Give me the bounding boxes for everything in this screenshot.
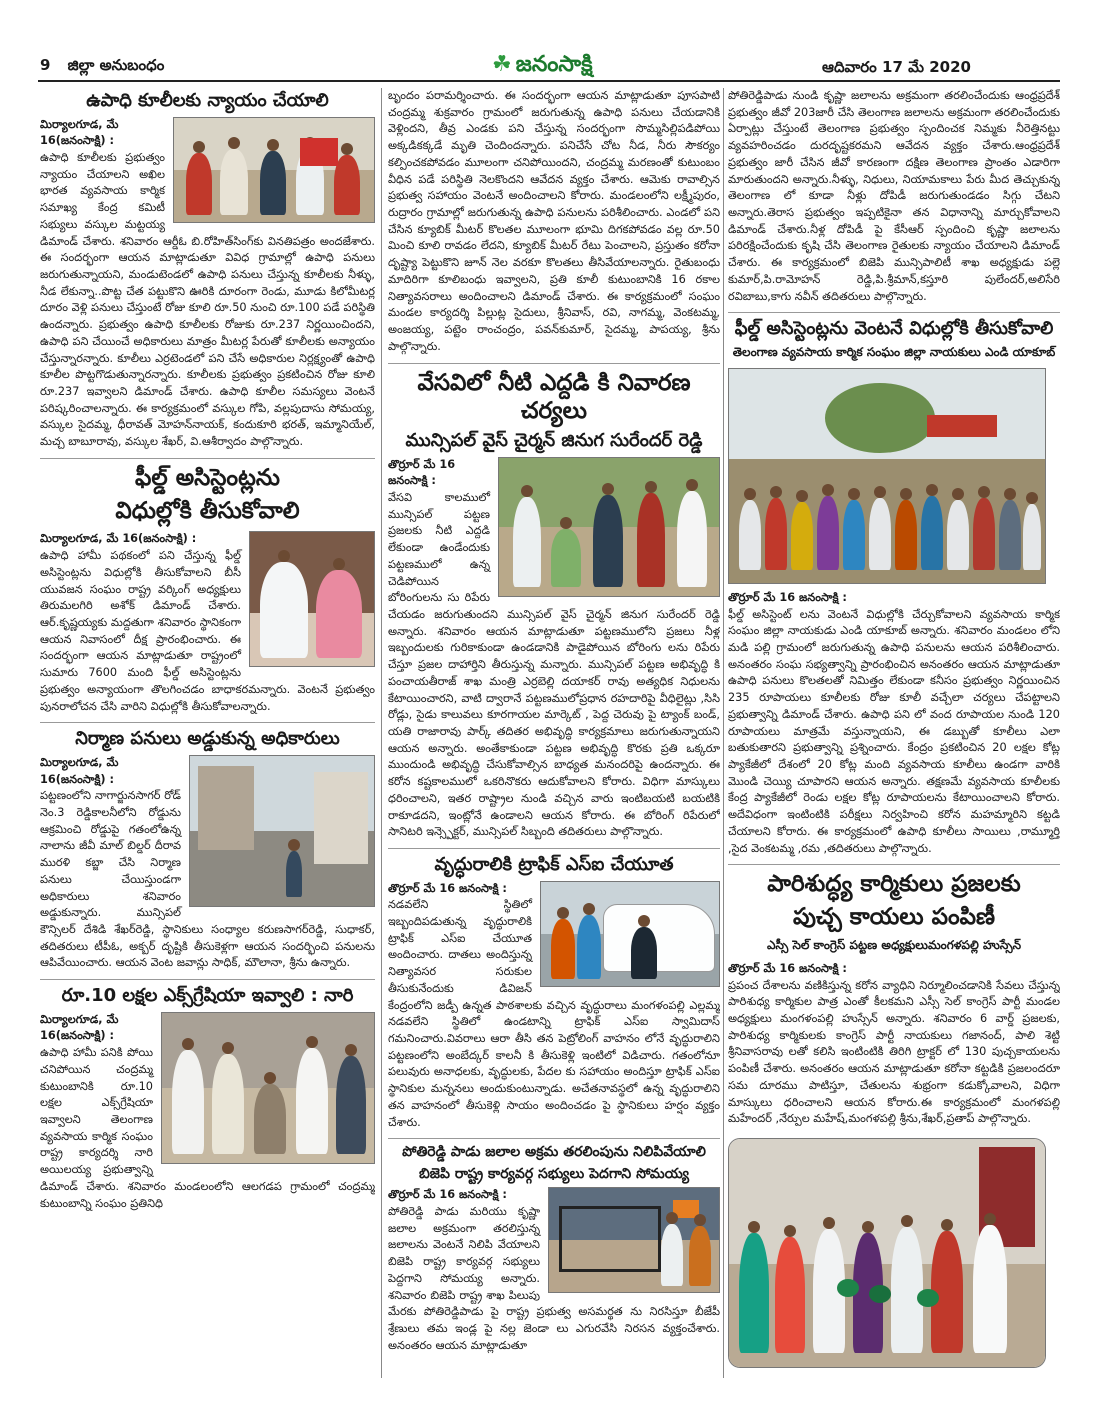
news-photo [548,1187,720,1293]
news-photo [728,368,1046,584]
article-separator [388,1138,720,1139]
news-photo [728,1138,1046,1368]
article-headline: పారిశుద్ధ్య కార్మికులు ప్రజలకు [767,871,1021,898]
article-separator [728,864,1060,865]
article-separator [388,848,720,849]
flag-shape [300,138,338,166]
news-photo [249,531,375,667]
column-divider [381,88,382,1378]
article-body: పట్టణంలోని నాగార్జునసాగర్ రోడ్ నెం.3 రెడ్డికాలనీలోని రోడ్డును ఆక్రమించి రోడ్డుపై గతంలోఉన్న నాలాను జీవీ మాల్ బిల్డర్ దీరావ మురళి కబ్జా చేసి నిర్మాణ పనులు చేయిస్తుండగా అధికారులు శనివారం అడ్డుకున్నారు. మున్సిపల్ కౌన్సిలర్ దేశిడి శేఖర్‌రెడ్డి, స్థానికులు సంధ్యాల కరుణసాగర్‌రెడ్డి, సుధాకర్, తదితరులు టీపీఓ, అక్బర్ దృష్టికి తీసుకెళ్లగా ఆయన సందర్భించి పనులను ఆపివేయించారు. ఆయన వెంట జవాన్లు సాధిక్, మౌలానా, శ్రీను ఉన్నారు. [40,789,375,970]
news-photo [161,1012,375,1164]
masthead-text: జనంసాక్షి [515,52,593,77]
article-headline: ఫీల్డ్ అసిస్టెంట్లను [135,464,280,491]
article-dateline: తొర్రూర్ మే 16 జనంసాక్షి : [388,457,456,488]
article-dateline: మిర్యాలగూడ, మే 16(జనంసాక్షి) : [40,532,197,546]
masthead-logo [492,52,593,82]
article-body-continued: పోతిరెడ్డిపాడు నుండి కృష్ణా జలాలను అక్రమంగా తరలించేందుకు ఆంధ్రప్రదేశ్ ప్రభుత్వం జీవో 203జారీ చేసి తెలంగాణ జలాలను అక్రమంగా తరలించేందుకు ఏర్పాట్లు చేస్తుంటే తెలంగాణ ప్రభుత్వం స్పందించక నిమ్మకు నీరెత్తినట్టు వ్యవహరించడం దురదృష్టకరమని ఆవేదన వ్యక్తం చేశారు.ఆంధ్రప్రదేశ్ ప్రభుత్వం జారీ చేసిన జీవో కారణంగా దక్షిణ తెలంగాణ ప్రాంతం ఎడారిగా మారుతుందని అన్నారు.నీళ్ళు, నిధులు, నియామకాలు పేరు మీద తెచ్చుకున్న తెలంగాణ లో కూడా నీళ్లు దోపిడీ జరుగుతుండడం సిగ్గు చేటని అన్నారు.తెరాస ప్రభుత్వం ఇప్పటికైనా తన విధానాన్ని మార్చుకోవాలని డిమాండ్ చేశారు.నీళ్ల దోపిడీ పై కేసీఆర్ స్పందించి కృష్ణా జలాలను పరిరక్షించేందుకు కృషి చేసి తెలంగాణ రైతులకు న్యాయం చేయాలని డిమాండ్ చేశారు. ఈ కార్యక్రమంలో బిజెపి మున్సిపాలిటీ శాఖ అధ్యక్షుడు పల్లె కుమార్,పి.రామోహన్ రెడ్డి,పి.శ్రీమాన్,కస్తూరి పులేందర్,అలిసేరి రవిబాబు,కాగు నవీన్ తదితరులు పాల్గొన్నారు. [728,89,1060,303]
leaf-icon: ☘ [492,52,512,77]
article-subheadline: ఎస్సీ సెల్ కాంగ్రెస్ పట్టణ అధ్యక్షులుమంగళపల్లి హుస్సేన్ [766,937,1022,952]
article-body: ఉపాధి కూలీలకు ప్రభుత్వం న్యాయం చేయాలని అఖిల భారత వ్యవసాయ కార్మిక సమాఖ్య కేంద్ర కమిటీ సభ్యులు వస్కుల మట్టయ్య డిమాండ్ చేశారు. శనివారం ఆర్డీఓ బి.రోహిత్‌సింగ్‌కు వినతిపత్రం అందజేశారు. ఈ సందర్భంగా ఆయన మాట్లాడుతూ వివిధ గ్రామాల్లో ఉపాధి పనులు జరుగుతున్నాయని, మండుటెండలో ఉపాధి పనులు చేస్తున్న కూలీలకు నీళ్ళు, నీడ లేకున్నా..పొట్ట చేత పట్టుకొని ఊరికి దూరంగా రెండు, మూడు కిలోమీటర్ల దూరం వెళ్లి పనులు చేస్తుంటే రోజు కూలి రూ.50 నుంచి రూ.100 పడే పరిస్థితి ఉందన్నారు. ప్రభుత్వం ఉపాధి కూలీలకు రోజుకు రూ.237 నిర్ణయించిందని, ఉపాధి పని చేయించే అధికారులు మాత్రం మీటర్ల పేరుతో కూలీలకు అన్యాయం చేస్తున్నారన్నారు. కూలీలు ఎర్రటెండలో పని చేసే అధికారుల నిర్లక్ష్యంతో ఉపాధి కూలీల పొట్టగొడుతున్నారన్నారు. కూలీలకు ప్రభుత్వం ప్రకటించిన రోజు కూలి రూ.237 ఇవ్వాలని డిమాండ్ చేశారు. ఉపాధి కూలీల సమస్యలు వెంటనే పరిష్కరించాలన్నారు. ఈ కార్యక్రమంలో వస్కుల గోపి, వల్లపుదాసు సోమయ్య, వస్కుల సైదమ్మ, ధీరావత్ మోహన్‌నాయక్, కందుకూరి భరత్, ఇమ్మానియేల్, మచ్చ బాబూరావు, వస్కుల శేఖర్, వి.ఆశీర్వాదం పాల్గొన్నారు. [40,150,375,449]
section-name: జిల్లా అనుబంధం [67,56,165,74]
article-headline: వృద్ధురాలికి ట్రాఫిక్ ఎస్ఐ చేయూత [434,854,674,876]
article-dateline: మిర్యాలగూడ, మే 16(జనంసాక్షి) : [40,1012,119,1043]
banner-shape [927,415,997,437]
article-subheadline: బిజెపి రాష్ట్ర కార్యవర్గ సభ్యులు పెదగాని సోమయ్య [418,1165,689,1182]
article-headline: పుచ్చ కాయలు పంపిణీ [793,904,995,931]
column-1 [40,88,375,1382]
header-left [40,56,164,78]
article-headline: నిర్మాణ పనులు అడ్డుకున్న అధికారులు [75,728,340,750]
article-separator [40,979,375,980]
news-photo [189,755,375,907]
article-body: నడవలేని స్థితిలో ఇబ్బందిపడుతున్న వృద్ధురాలికి ట్రాఫిక్ ఎస్ఐ చేయూత అందించారు. దాతలు అందిస్తున్న నిత్యావసర సరుకుల తీసుకునేందుకు డివిజన్ కేంద్రంలోని జడ్పీ ఉన్నత పాఠశాలకు వచ్చిన వృద్ధురాలు మంగళంపల్లి ఎల్లమ్మ నడవలేని స్థితిలో ఉండటాన్ని ట్రాఫిక్ ఎస్ఐ స్వామిదాస్ గమనించారు.వివరాలు ఆరా తీసి తన పెట్రోలింగ్ వాహనం లోనే వృద్ధురాలిని పట్టణంలోని అంబేద్కర్ కాలనీ కి తీసుకెళ్లి ఇంటిలో విడిచారు. గతంలోనూ పలువురు అనాధలకు, వృద్ధులకు, పేదల కు సహాయం అందిస్తూ ట్రాఫిక్ ఎస్ఐ స్థానికుల మన్ననలు అందుకుంటున్నాడు. అచేతనావస్థలో ఉన్న వృద్ధురాలిని తన వాహనంలో తీసుకెళ్లి సాయం అందించడం పై స్థానికులు హర్షం వ్యక్తం చేశారు. [388,898,720,1129]
article-body: వేసవి కాలములో మున్సిపల్ పట్టణ ప్రజలకు నీటి ఎద్దడి లేకుండా ఉండేందుకు పట్టణములో ఉన్న చెడిపోయిన బోరింగులను సు రిపేరు చేయడం జరుగుతుందని మున్సిపల్ వైస్ చైర్మన్ జినుగ సురేందర్ రెడ్డి అన్నారు. శనివారం ఆయన మాట్లాడుతూ పట్టణములోని ప్రజలు నీళ్ల ఇబ్బందులకు గురికాకుండా ఉండడానికి పాడైపోయిన బోరింగు లను రిపేరు చేస్తూ ప్రజల దాహార్తిని తీరుస్తున్న మన్నారు. మున్సిపల్ పట్టణ అభివృద్ధి కి పంచాయతీరాజ్ శాఖ మంత్రి ఎర్రబెల్లి దయాకర్ రావు అత్యధిక నిధులను కేటాయించారని, వాటి ద్వారానే పట్టణములోప్రధాన రహదారిపై వీధిలైట్లు ,సిసి రోడ్లు, సైడు కాలువలు కూరగాయల మార్కెట్ , పెద్ద చెరువు పై ట్యాంక్ బండ్, యతి రాజారావు పార్క్ తదితర అభివృద్ధి కార్యక్రమాలు జరుగుతున్నాయని ఆయన అన్నారు. అంతేకాకుండా పట్టణ అభివృద్ధి కొరకు ప్రతి ఒక్కరూ ముందుండి అభివృద్ధి చేసుకోవాల్సిన బాధ్యత మనందరిపై ఉందన్నారు. ఈ కరోన కష్టకాలములో ఒకరినొకరు ఆదుకోవాలని కోరారు. విధిగా మాస్కులు ధరించాలని, ఇతర రాష్ట్రాల నుండి వచ్చిన వారు ఇంటిబయటి బయటికి రాకూడదని, ఇంట్లోనే ఉండాలని ఆయన కోరారు. ఈ బోరింగ్ రిపేరులో సానిటరి ఇన్స్పెక్టర్, మున్సిపల్ సిబ్బంది తదితరులు పాల్గొన్నారు. [388,490,720,839]
article-body: పోతిరెడ్డి పాడు మరియు కృష్ణా జలాల అక్రమంగా తరలిస్తున్న జలాలను వెంటనే నిలిపి వేయాలని బిజెపి రాష్ట్ర కార్యవర్గ సభ్యులు పెద్దగాని సోమయ్య అన్నారు. శనివారం బిజెపి రాష్ట్ర శాఖ పిలుపు మేరకు పోతిరెడ్డిపాడు పై రాష్ట్ర ప్రభుత్వ అసమర్థత ను నిరసిస్తూ బీజేపీ శ్రేణులు తమ ఇండ్ల పై నల్ల జెండా లు ఎగురవేసి నిరసన వ్యక్తంచేశారు. అనంతరం ఆయన మాట్లాడుతూ [388,1205,720,1352]
news-photo [498,457,720,597]
article-body: ఉపాధి హామీ పనికి పోయి చనిపోయిన చంద్రమ్మ కుటుంబానికి రూ.10 లక్షల ఎక్స్‌గ్రేషియా ఇవ్వాలని తెలంగాణ వ్యవసాయ కార్మిక సంఘం రాష్ట్ర కార్యదర్శి నారి అయిలయ్య ప్రభుత్వాన్ని డిమాండ్ చేశారు. శనివారం మండలంలోని ఆలగడప గ్రామంలో చంద్రమ్మ కుటుంబాన్ని సంఘం ప్రతినిధి [40,1046,375,1210]
article-dateline: తొర్రూర్ మే 16 జనంసాక్షి : [728,590,847,604]
page-number: 9 [40,56,51,74]
news-photo [173,117,375,223]
column-divider [723,88,724,1378]
article-headline: వేసవిలో నీటి ఎద్దడి కి నివారణ చర్యలు [417,369,691,425]
article-dateline: మిర్యాలగూడ, మే 16(జనంసాక్షి) : [40,117,119,148]
article-body: ఫీల్డ్ అసిస్టెంట్ లను వెంటనే విధుల్లోకి చేర్చుకోవాలని వ్యవసాయ కార్మిక సంఘం జిల్లా నాయకుడు ఎండి యాకూబ్ అన్నారు. శనివారం మండలం లోని మడి పల్లి గ్రామంలో జరుగుతున్న ఉపాధి పనులను ఆయన పరిశీలించారు. అనంతరం సంఘ సభ్యత్వాన్ని ప్రారంభించిన అనంతరం ఆయన మాట్లాడుతూ ఉపాధి పనులు కొలతలతో నిమిత్తం లేకుండా కనీసం ప్రభుత్వం నిర్ణయించిన 235 రూపాయలు కూలీలకు రోజు కూలీ వచ్చేలా చర్యలు చేపట్టాలని ప్రభుత్వాన్ని డిమాండ్ చేశారు. ఉపాధి పని లో వంద రూపాయల నుండి 120 రూపాయలు మాత్రమే వస్తున్నాయని, ఈ డబ్బుతో కూలీలు ఎలా బతుకుతారని ప్రభుత్వాన్ని ప్రశ్నించారు. కేంద్రం ప్రకటించిన 20 లక్షల కోట్ల ప్యాకేజీలో దేశంలో 20 కోట్ల మంది వ్యవసాయ కూలీలు ఉండగా వారికి మొండి చెయ్యి చూపారని ఆయన అన్నారు. తక్షణమే వ్యవసాయ కూలీలకు కేంద్ర ప్యాకేజీలో రెండు లక్షల కోట్ల రూపాయలను కేటాయించాలని కోరారు. అదేవిధంగా ఇంటింటికి పరీక్షలు నిర్వహించి కరోన మహమ్మారిని కట్టడి చేయాలని కోరారు. ఈ కార్యక్రమంలో ఉపాధి కూలీలు సాయిలు ,రామ్మూర్తి ,సైద వెంకటమ్మ ,రమ ,తదితరులు పాల్గొన్నారు. [728,607,1060,855]
article-separator [728,312,1060,313]
article-dateline: తొర్రూర్ మే 16 జనంసాక్షి : [388,881,507,895]
article-separator [388,363,720,364]
article-dateline: తొర్రూర్ మే 16 జనంసాక్షి : [728,961,847,975]
article-separator [40,458,375,459]
column-3 [728,88,1060,1382]
article-separator [40,722,375,723]
article-headline: విధుల్లోకి తీసుకోవాలి [115,497,300,524]
column-2 [388,88,720,1382]
article-subheadline: మున్సిపల్ వైస్ చైర్మన్ జినుగ సురేందర్ రెడ్డి [405,430,703,451]
news-photo [540,881,720,987]
article-dateline: తొర్రూర్ మే 16 జనంసాక్షి : [388,1188,507,1202]
article-headline: ఉపాధి కూలీలకు న్యాయం చేయాలి [86,90,329,111]
article-headline: రూ.10 లక్షల ఎక్స్‌గ్రేషియా ఇవ్వాలి : నారి [61,985,354,1007]
article-body-continued: బృందం పరామర్శించారు. ఈ సందర్భంగా ఆయన మాట్లాడుతూ పూసపాటి చంద్రమ్మ శుక్రవారం గ్రామంలో జరుగుతున్న ఉపాధి పనులు చేయడానికి వెళ్లిందని, తీవ్ర ఎండకు పని చేస్తున్న సందర్భంగా సొమ్మసిల్లిపడిపోయి అక్కడికక్కడే మృతి చెందిందన్నారు. పనిచేసే చోట నీడ, నీరు సౌకర్యం కల్పించకపోవడం మూలంగా చనిపోయిందని, చంద్రమ్మ మరణంతో కుటుంబం వీధిన పడే పరిస్థితి నెలకొందని ఆవేదన వ్యక్తం చేశారు. ఆమెకు రావాల్సిన ప్రభుత్వ సహాయం వెంటనే అందించాలని కోరారు. మండలంలోని లక్ష్మీపురం, రుద్రారం గ్రామాల్లో జరుగుతున్న ఉపాధి పనులను పరిశీలించారు. ఎండలో పని చేసిన క్యూబిక్ మీటర్ కొలతల మూలంగా భూమి దిగకపోవడం వల్ల రూ.50 మించి కూలి రావడం లేదని, క్యూబిక్ మీటర్ రేటు పెంచాలని, ప్రస్తుతం కరోనా దృష్ట్యా పెట్టుకొని జూన్ నెల వరకూ కొలతలు తీసివేయాలన్నారు. రైతుబంధు మాదిరిగా కూలిబంధు ఇవ్వాలని, ప్రతి కూలీ కుటుంబానికి 16 రకాల నిత్యావసరాలు అందించాలని డిమాండ్ చేశారు. ఈ కార్యక్రమంలో సంఘం మండల కార్యదర్శి పిల్లుట్ల సైదులు, శ్రీనివాస్, రవి, నాగమ్మ, వెంకటమ్మ, అంజయ్య, పట్టెం రాంచంద్రం, పవన్‌కుమార్, సైదమ్మ, పాపయ్య, శ్రీను పాల్గొన్నారు. [388,89,720,353]
issue-date: ఆదివారం 17 మే 2020 [822,58,971,76]
article-body: ప్రపంచ దేశాలను వణికిస్తున్న కరోన వ్యాధిని నిర్మూలించడానికి సేవలు చేస్తున్న పారిశుధ్య కార్మికుల పాత్ర ఎంతో కీలకమని ఎస్సీ సెల్ కాంగ్రెస్ పార్టీ మండల అధ్యక్షులు మంగళంపల్లి హుస్సేన్ అన్నారు. శనివారం 6 వార్డ్ ప్రజలకు, పారిశుధ్య కార్మికులకు కాంగ్రెస్ పార్టీ నాయకులు గజానంద్, పాలి శెట్టి శ్రీనివాసరావు లతో కలిసి ఇంటింటికి తిరిగి ట్రాక్టర్ లో 130 పుచ్చకాయలను పంపిణీ చేశారు. అనంతరం ఆయన మాట్లాడుతూ కరోనా కట్టడికి ప్రజలందరూ సమ దూరము పాటిస్తూ, చేతులను శుభ్రంగా కడుక్కోవాలని, విధిగా మాస్కులు ధరించాలని ఆయన కోరారు.ఈ కార్యక్రమంలో మంగళపల్లి మహేందర్ ,నేర్పుల మహేష్,మంగళపల్లి శ్రీను,శేఖర్,ప్రతాప్ పాల్గొన్నారు. [728,978,1060,1126]
article-subheadline: తెలంగాణ వ్యవసాయ కార్మిక సంఘం జిల్లా నాయకులు ఎండి యాకూబ్ [732,344,1056,359]
article-headline: ఫీల్డ్ అసిస్టెంట్లను వెంటనే విధుల్లోకి తీసుకోవాలి [734,318,1054,340]
article-dateline: మిర్యాలగూడ, మే 16(జనంసాక్షి) : [40,755,119,786]
article-body: ఉపాధి హామీ పథకంలో పని చేస్తున్న ఫీల్డ్ అసిస్టెంట్లను విధుల్లోకి తీసుకోవాలని బీసీ యువజన సంఘం రాష్ట్ర వర్కింగ్ అధ్యక్షులు తిరుమలగిరి అశోక్ డిమాండ్ చేశారు. ఆర్.కృష్ణయ్యకు మద్దతుగా శనివారం స్థానికంగా ఆయన నివాసంలో దీక్ష ప్రారంభించారు. ఈ సందర్భంగా ఆయన మాట్లాడుతూ రాష్ట్రంలో సుమారు 7600 మంది ఫీల్డ్ అసిస్టెంట్లను ప్రభుత్వం అన్యాయంగా తొలగించడం బాధాకరమన్నారు. వెంటనే ప్రభుత్వం పునరాలోచన చేసి వారిని విధుల్లోకి తీసుకోవాలన్నారు. [40,549,375,713]
article-headline: పోతిరెడ్డి పాడు జలాల అక్రమ తరలింపును నిలిపివేయాలి [402,1144,706,1161]
header-rule [38,80,1060,82]
